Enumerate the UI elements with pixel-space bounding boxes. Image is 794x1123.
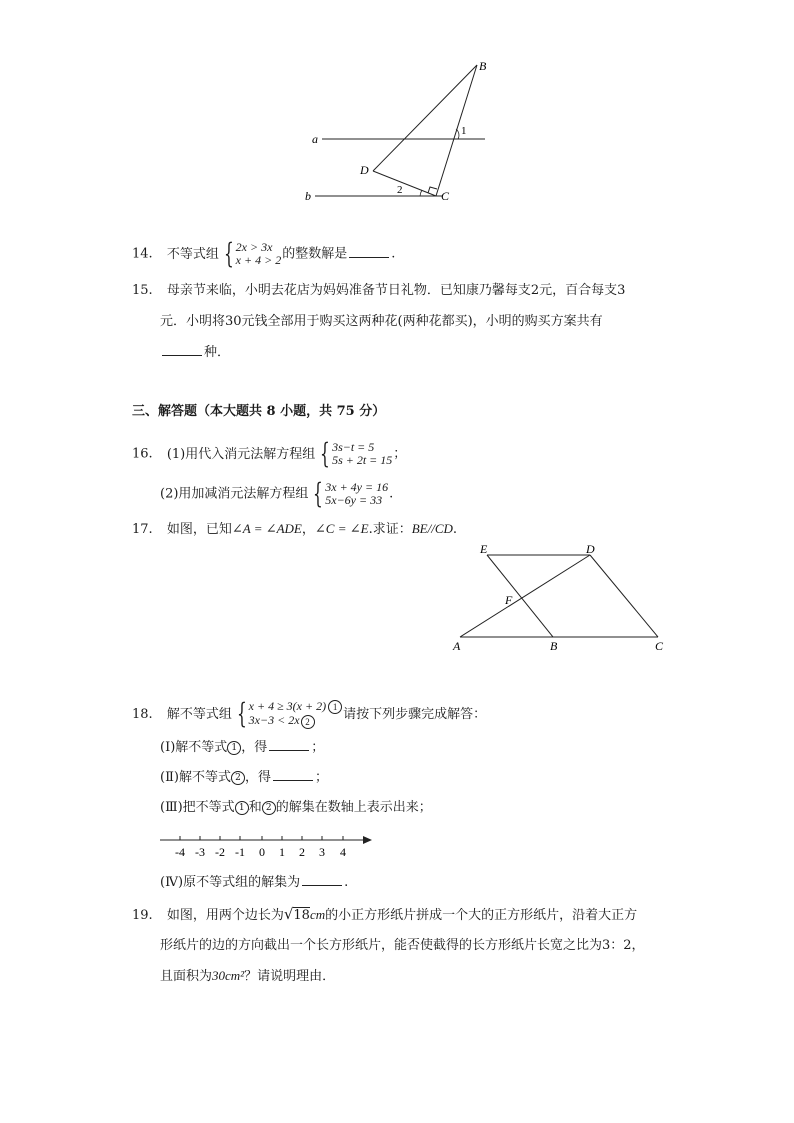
section-title: 三、解答题 <box>132 404 198 419</box>
question-text: (2)用加减消元法解方程组 <box>160 486 309 502</box>
question-text: 的整数解是 <box>282 246 348 262</box>
tick-label: -2 <box>215 845 225 859</box>
label-B: B <box>550 639 558 653</box>
tick-label: 3 <box>319 845 325 859</box>
equation-1: 3x + 4y = 16 <box>325 480 389 494</box>
question-18 <box>132 697 487 731</box>
question-text: 如图，用两个边长为 <box>166 908 284 923</box>
question-16-part2 <box>160 477 394 510</box>
label-D: D <box>360 163 369 177</box>
inequality-2: 3x−3 < 2x 2 <box>249 714 342 728</box>
step-text: 和 <box>248 800 262 815</box>
question-14 <box>132 237 396 270</box>
circle-number-2: 2 <box>301 715 315 729</box>
equation-1: 3s−t = 5 <box>332 440 375 454</box>
segment-EB <box>487 555 553 637</box>
question-end: . <box>389 486 394 502</box>
tick-label: -4 <box>175 845 185 859</box>
question-18-step1 <box>160 738 324 757</box>
question-text: (1)用代入消元法解方程组 <box>166 446 316 462</box>
step-end: ； <box>315 770 329 785</box>
tick-label: -1 <box>235 845 245 859</box>
step-end: ； <box>311 740 325 755</box>
inequality-system: { x + 4 ≥ 3(x + 2) 1 3x−3 < 2x 2 <box>233 700 342 729</box>
question-18-step4 <box>160 873 348 892</box>
step-text: 的解集在数轴上表示出来； <box>275 800 432 815</box>
tick-label: 1 <box>279 845 285 859</box>
question-end: . <box>452 522 458 537</box>
label-A: A <box>453 639 461 653</box>
segment-AD <box>460 555 590 637</box>
circle-number-1: 1 <box>328 700 342 714</box>
section-detail: （本大题共 8 小题，共 75 分） <box>197 404 386 419</box>
label-1: 1 <box>461 125 467 137</box>
label-F: F <box>505 593 513 607</box>
question-text: 请按下列步骤完成解答： <box>343 706 487 722</box>
step-end: . <box>344 875 349 890</box>
condition-1: ∠A = ∠ADE <box>231 521 302 536</box>
question-19-line2 <box>160 937 645 955</box>
question-end: ； <box>393 446 407 462</box>
label-b: b <box>305 189 311 203</box>
question-15-line3 <box>160 343 230 362</box>
label-a: a <box>312 132 318 146</box>
question-end: . <box>391 246 396 262</box>
tick-label: 4 <box>340 845 346 859</box>
question-text: ， <box>301 522 315 537</box>
label-B: B <box>479 59 487 73</box>
tick-label: 0 <box>259 845 265 859</box>
inequality-1: 2x > 3x <box>235 240 273 254</box>
label-C: C <box>441 189 450 203</box>
segment-DC <box>590 555 658 637</box>
inequality-2: x + 4 > 2 <box>235 253 282 267</box>
area-value: 30cm² <box>212 968 245 983</box>
question-number: 19. <box>132 908 153 923</box>
segment-BC <box>436 65 477 196</box>
question-17 <box>132 520 457 539</box>
circle-number-2: 2 <box>262 801 276 815</box>
question-number: 14. <box>132 246 153 262</box>
question-number: 17. <box>132 522 153 537</box>
question-19 <box>132 905 637 925</box>
question-18-step2 <box>160 768 328 787</box>
step-text: (Ⅲ)把不等式 <box>160 800 235 815</box>
right-angle-mark <box>428 187 437 193</box>
section-header <box>132 403 385 421</box>
label-C: C <box>655 639 664 653</box>
question-15-line2 <box>160 313 603 331</box>
answer-blank[interactable] <box>269 738 309 751</box>
figure-parallelogram <box>445 540 675 658</box>
question-number: 15. <box>132 283 153 298</box>
number-line[interactable] <box>158 830 378 862</box>
label-2: 2 <box>397 184 403 196</box>
segment-BD <box>373 65 477 171</box>
question-18-step3 <box>160 799 432 817</box>
question-text: 母亲节来临，小明去花店为妈妈准备节日礼物．已知康乃馨每支2元，百合每支3 <box>166 283 626 298</box>
question-number: 16. <box>132 446 153 462</box>
question-text: 元．小明将30元钱全部用于购买这两种花(两种花都买)，小明的购买方案共有 <box>160 314 603 329</box>
equation-2: 5x−6y = 33 <box>325 493 383 507</box>
angle-2-arc <box>420 190 422 196</box>
step-text: (Ⅱ)解不等式 <box>160 770 231 785</box>
question-text: 如图，已知 <box>166 522 232 537</box>
question-text: 种． <box>204 345 231 360</box>
number-line-arrow <box>363 836 372 844</box>
step-text: ，得 <box>241 740 268 755</box>
condition-2: ∠C = ∠E <box>314 521 369 536</box>
equation-2: 5s + 2t = 15 <box>332 453 393 467</box>
question-text: 的小正方形纸片拼成一个大的正方形纸片，沿着大正方 <box>325 908 638 923</box>
inequality-system: { 2x > 3x x + 4 > 2 <box>223 237 282 270</box>
label-E: E <box>480 542 488 556</box>
equation-system: { 3s−t = 5 5s + 2t = 15 <box>320 437 393 470</box>
segment-DC <box>373 171 436 196</box>
question-15 <box>132 282 625 300</box>
sqrt-expression: √18cm <box>283 905 326 923</box>
question-text: ？请说明理由． <box>244 969 336 984</box>
question-text: 解不等式组 <box>166 706 232 722</box>
answer-blank[interactable] <box>302 873 342 886</box>
answer-blank[interactable] <box>349 245 389 258</box>
question-text: 形纸片的边的方向截出一个长方形纸片，能否使截得的长方形纸片长宽之比为3：2， <box>160 938 645 953</box>
circle-number-1: 1 <box>227 741 241 755</box>
answer-blank[interactable] <box>273 768 313 781</box>
step-text: (Ⅰ)解不等式 <box>160 740 228 755</box>
equation-system: { 3x + 4y = 16 5x−6y = 33 <box>313 477 389 510</box>
tick-label: 2 <box>299 845 305 859</box>
question-number: 18. <box>132 706 153 722</box>
figure-parallel-lines-triangle <box>300 55 500 210</box>
label-D: D <box>586 542 595 556</box>
answer-blank[interactable] <box>162 343 202 356</box>
question-text: 且面积为 <box>160 969 213 984</box>
inequality-1: x + 4 ≥ 3(x + 2) 1 <box>249 700 342 714</box>
conclusion: BE//CD <box>411 521 453 536</box>
step-text: ，得 <box>244 770 271 785</box>
question-16-part1 <box>132 437 407 470</box>
tick-label: -3 <box>195 845 205 859</box>
circle-number-1: 1 <box>235 801 249 815</box>
question-text: .求证： <box>368 522 412 537</box>
question-text: 不等式组 <box>166 246 219 262</box>
circle-number-2: 2 <box>231 771 245 785</box>
question-19-line3 <box>160 967 335 986</box>
step-text: (Ⅳ)原不等式组的解集为 <box>160 875 301 890</box>
